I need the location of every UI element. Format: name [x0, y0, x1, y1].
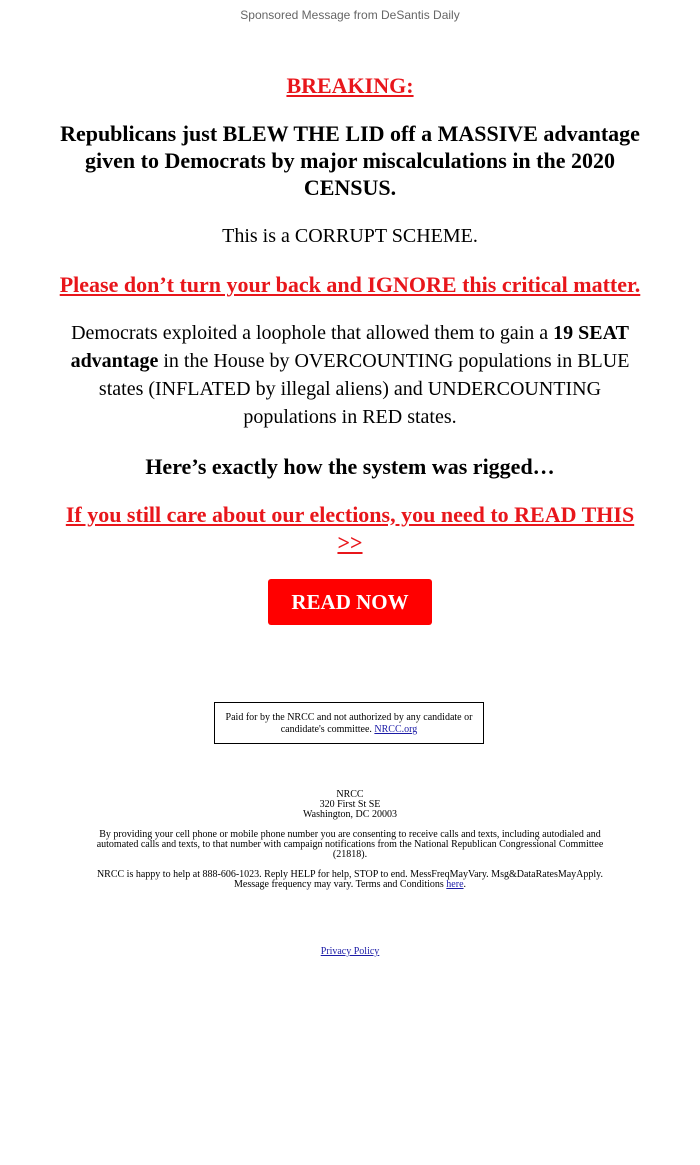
read-now-button[interactable]: READ NOW	[268, 579, 432, 625]
paid-for-disclaimer	[214, 702, 484, 744]
privacy-section	[0, 946, 700, 957]
footer	[95, 790, 605, 900]
disclaimer-text: Paid for by the NRCC and not authorized by any candidate or candidate's committee.	[225, 712, 473, 735]
read-this-link[interactable]: If you still care about our elections, you need to READ THIS >>	[65, 501, 635, 555]
footer-consent: By providing your cell phone or mobile phone number you are consenting to receive calls and texts, including autodialed and automated calls and texts, to that number with campaign notifications from the National Republican Congressional Committee (21818).	[96, 829, 604, 860]
body-text-end: in the House by OVERCOUNTING populations in BLUE states (INFLATED by illegal aliens) and UNDERCOUNTING populations in RED states.	[98, 349, 630, 428]
footer-address	[95, 790, 605, 820]
subheading: Here’s exactly how the system was rigged…	[145, 453, 555, 479]
headline: Republicans just BLEW THE LID off a MASSIVE advantage given to Democrats by major miscalculations in the 2020 CENSUS.	[60, 120, 640, 200]
help-period: .	[463, 879, 467, 890]
body-text-start: Democrats exploited a loophole that allowed them to gain a	[71, 321, 554, 344]
footer-street: 320 First St SE	[319, 799, 381, 810]
body-bold-text: 19 SEAT advantage	[70, 321, 629, 372]
terms-link[interactable]: here	[446, 879, 464, 890]
email-body	[55, 72, 645, 625]
nrcc-org-link[interactable]: NRCC.org	[374, 724, 418, 735]
help-text: NRCC is happy to help at 888-606-1023. Reply HELP for help, STOP to end. MessFreqMayVary. Msg&DataRatesMayApply. Message frequency may vary. Terms and Conditions	[96, 869, 604, 890]
plea-link[interactable]: Please don’t turn your back and IGNORE this critical matter.	[59, 271, 641, 297]
body-paragraph	[55, 319, 645, 431]
privacy-policy-link[interactable]: Privacy Policy	[320, 946, 380, 957]
footer-help	[95, 870, 605, 890]
sponsor-notice: Sponsored Message from DeSantis Daily	[240, 8, 460, 22]
scheme-statement: This is a CORRUPT SCHEME.	[222, 224, 478, 247]
footer-org: NRCC	[336, 789, 364, 800]
footer-city: Washington, DC 20003	[303, 809, 397, 820]
breaking-heading: BREAKING:	[286, 73, 414, 98]
